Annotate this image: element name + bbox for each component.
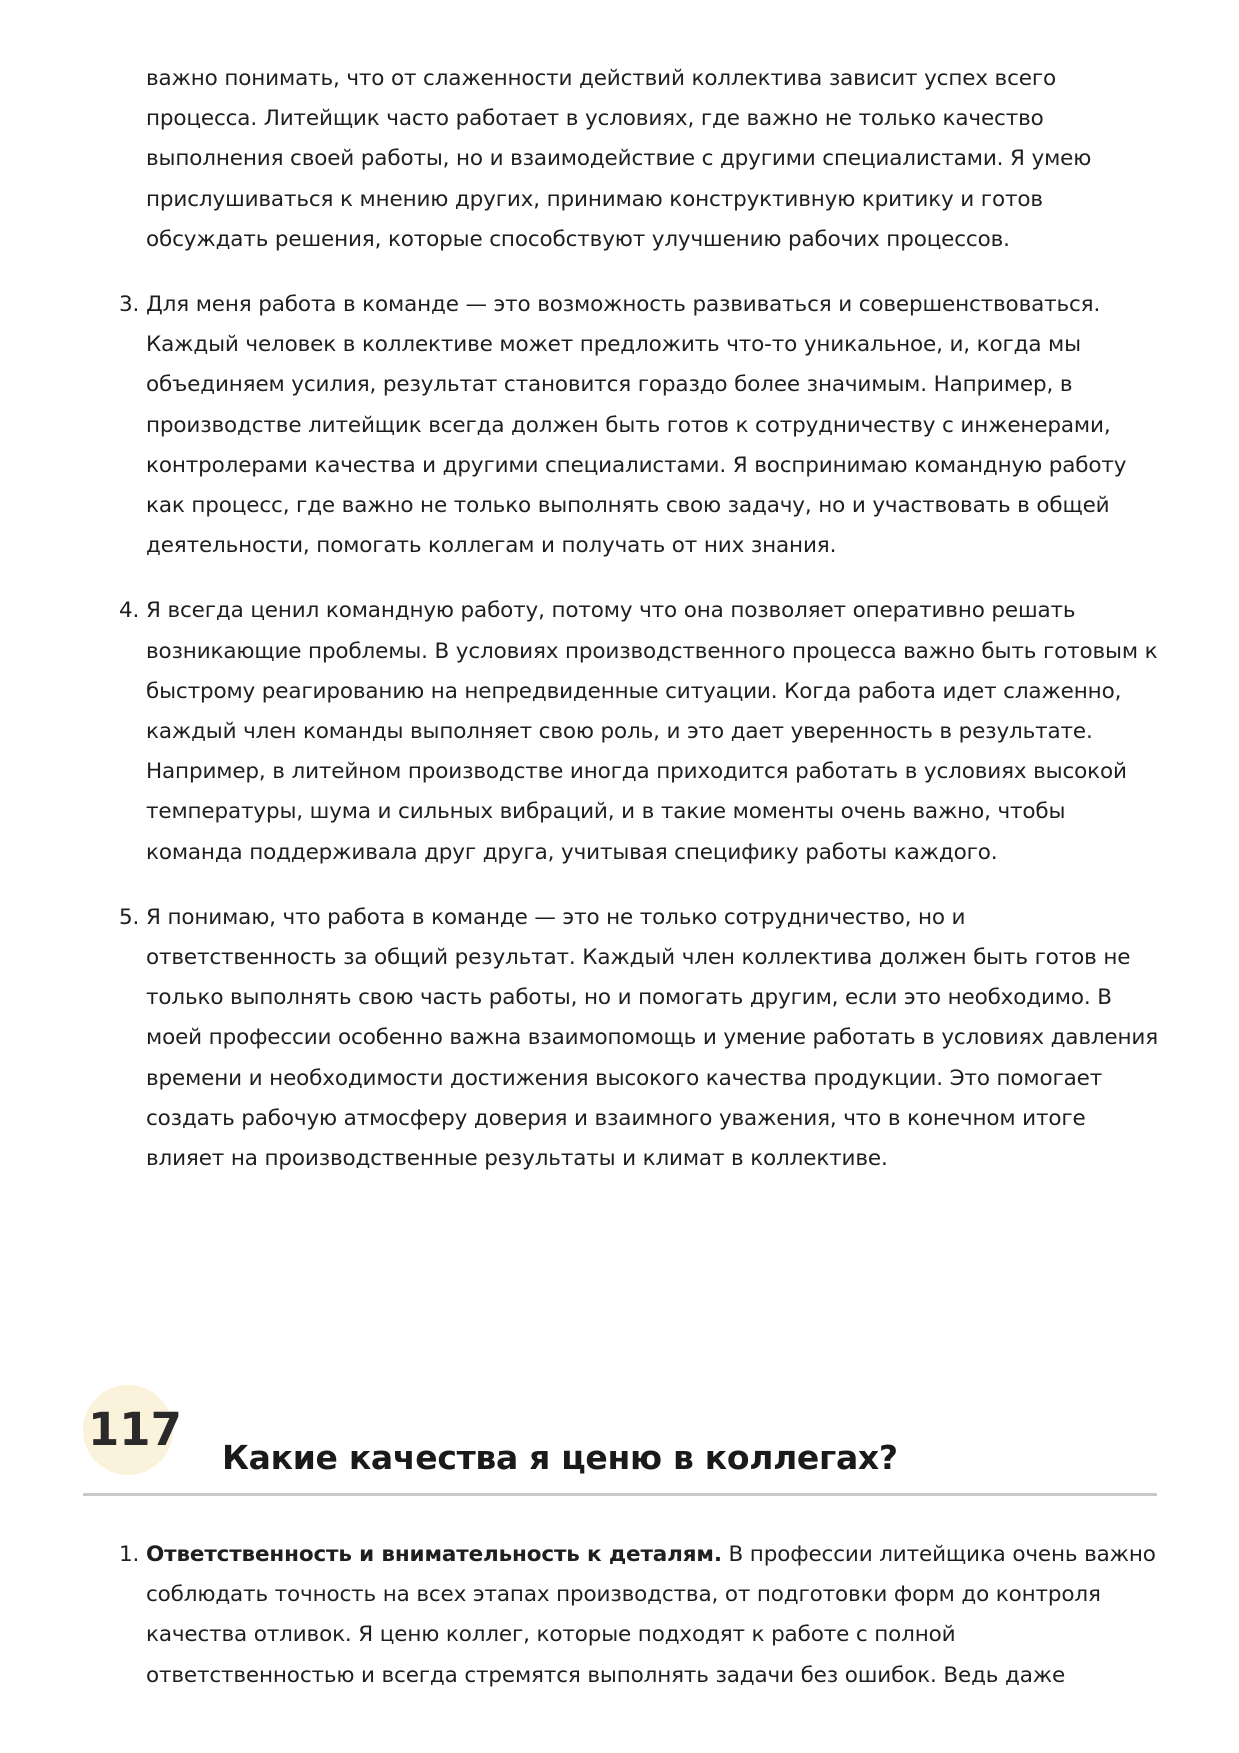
section-title: Какие качества я ценю в коллегах? — [222, 1438, 898, 1478]
list-item-5 — [0, 898, 1239, 1179]
list-item-number: 4. — [119, 598, 140, 624]
numbered-list-bottom — [0, 1535, 1239, 1696]
list-item-text: Я понимаю, что работа в команде — это не только сотрудничество, но и ответственность за общий результат. Каждый член коллектива должен быть готов не только выполнять свою часть работы, но и помогать другим, если это необходимо. В моей профессии особенно важна взаимопомощь и умение работать в условиях давления времени и необходимости достижения высокого качества продукции. Это помогает создать рабочую атмосферу доверия и взаимного уважения, что в конечном итоге влияет на производственные результаты и климат в коллективе. — [146, 904, 1159, 1172]
list-item-number: 3. — [119, 292, 140, 318]
list-item-text: важно понимать, что от слаженности действий коллектива зависит успех всего процесса. Литейщик часто работает в условиях, где важно не только качество выполнения своей работы, но и взаимодействие с другими специалистами. Я умею прислушиваться к мнению других, принимаю конструктивную критику и готов обсуждать решения, которые способствуют улучшению рабочих процессов. — [146, 66, 1092, 252]
list-item-1 — [0, 1535, 1239, 1696]
list-item-text: Для меня работа в команде — это возможность развиваться и совершенствоваться. Каждый человек в коллективе может предложить что-то уникальное, и, когда мы объединяем усилия, результат становится гораздо более значимым. Например, в производстве литейщик всегда должен быть готов к сотрудничеству с инженерами, контролерами качества и другими специалистами. Я воспринимаю командную работу как процесс, где важно не только выполнять свою задачу, но и участвовать в общей деятельности, помогать коллегам и получать от них знания. — [146, 292, 1127, 559]
list-item-number: 5. — [119, 904, 140, 930]
section-number: 117 — [88, 1403, 182, 1456]
list-item-bold-lead: Ответственность и внимательность к деталям. — [146, 1542, 722, 1567]
list-item-number: 1. — [119, 1542, 140, 1567]
list-item-text: Я всегда ценил командную работу, потому что она позволяет оперативно решать возникающие проблемы. В условиях производственного процесса важно быть готовым к быстрому реагированию на непредвиденные ситуации. Когда работа идет слаженно, каждый член команды выполняет свою роль, и это дает уверенность в результате. Например, в литейном производстве иногда приходится работать в условиях высокой температуры, шума и сильных вибраций, и в такие моменты очень важно, чтобы команда поддерживала друг друга, учитывая специфику работы каждого. — [146, 598, 1158, 865]
list-item-4 — [0, 591, 1239, 872]
section-header — [83, 1385, 1157, 1497]
list-item-continuation — [0, 59, 1239, 260]
list-item-3 — [0, 285, 1239, 566]
list-item-text: В профессии литейщика очень важно соблюдать точность на всех этапах производства, от подготовки форм до контроля качества отливок. Я ценю коллег, которые подходят к работе с полной ответственностью и всегда стремятся выполнять задачи без ошибок. Ведь даже — [146, 1542, 1156, 1688]
section-divider — [83, 1493, 1157, 1496]
numbered-list-top — [0, 59, 1239, 1179]
